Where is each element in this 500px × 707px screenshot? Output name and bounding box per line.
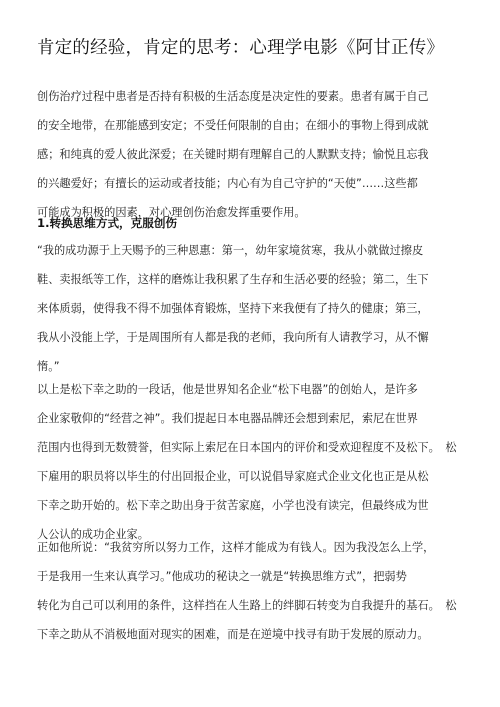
text-line: 企业家敬仰的“经营之神”。我们提起日本电器品牌还会想到索尼，索尼在世界: [37, 412, 418, 425]
intro-paragraph: [37, 82, 467, 227]
text-line: 来体质弱，使得我不得不加强体育锻炼，坚持下来我便有了持久的健康；第三，: [37, 302, 429, 315]
text-line: 可能成为积极的因素，对心理创伤治愈发挥重要作用。: [37, 206, 306, 219]
text-line: 创伤治疗过程中患者是否持有积极的生活态度是决定性的要素。患者有属于自己: [37, 90, 429, 103]
quote-paragraph: [37, 236, 467, 381]
text-line: “我的成功源于上天赐予的三种恩惠：第一，幼年家境贫寒，我从小就做过擦皮: [37, 244, 424, 257]
text-line: 下幸之助开始的。松下幸之助出身于贫苦家庭，小学也没有读完，但最终成为世: [37, 499, 429, 512]
text-line: 于是我用一生来认真学习。”他成功的秘诀之一就是“转换思维方式”，把弱势: [37, 570, 407, 583]
text-line: 惰。”: [37, 360, 60, 373]
text-line: 下雇用的职员将以毕生的付出回报企业，可以说倡导家庭式企业文化也正是从松: [37, 470, 429, 483]
text-line: 感；和纯真的爱人彼此深爱；在关键时期有理解自己的人默默支持；愉悦且忘我: [37, 148, 429, 161]
text-line: 转化为自己可以利用的条件，这样挡在人生路上的绊脚石转变为自我提升的基石。 松: [37, 599, 457, 612]
text-line: 人公认的成功企业家。: [37, 528, 149, 541]
text-line: 的安全地带，在那能感到安定；不受任何限制的自由；在细小的事物上得到成就: [37, 119, 429, 132]
body-paragraph: [37, 375, 467, 549]
text-line: 鞋、卖报纸等工作，这样的磨炼让我积累了生存和生活必要的经验；第二，生下: [37, 273, 429, 286]
page-title: 肯定的经验，肯定的思考：心理学电影《阿甘正传》: [37, 38, 445, 58]
section-heading: 1.转换思维方式，克服创伤: [37, 216, 178, 230]
text-line: 范围内也得到无数赞誉，但实际上索尼在日本国内的评价和受欢迎程度不及松下。 松: [37, 441, 457, 454]
text-line: 以上是松下幸之助的一段话，他是世界知名企业“松下电器”的创始人，是许多: [37, 383, 418, 396]
text-line: 正如他所说：“我贫穷所以努力工作，这样才能成为有钱人。因为我没怎么上学，: [37, 541, 435, 554]
closing-paragraph: [37, 533, 467, 649]
text-line: 的兴趣爱好；有擅长的运动或者技能；内心有为自己守护的“天使”……这些都: [37, 177, 418, 190]
text-line: 下幸之助从不消极地面对现实的困难，而是在逆境中找寻有助于发展的原动力。: [37, 628, 429, 641]
text-line: 我从小没能上学，于是周围所有人都是我的老师，我向所有人请教学习，从不懈: [37, 331, 429, 344]
